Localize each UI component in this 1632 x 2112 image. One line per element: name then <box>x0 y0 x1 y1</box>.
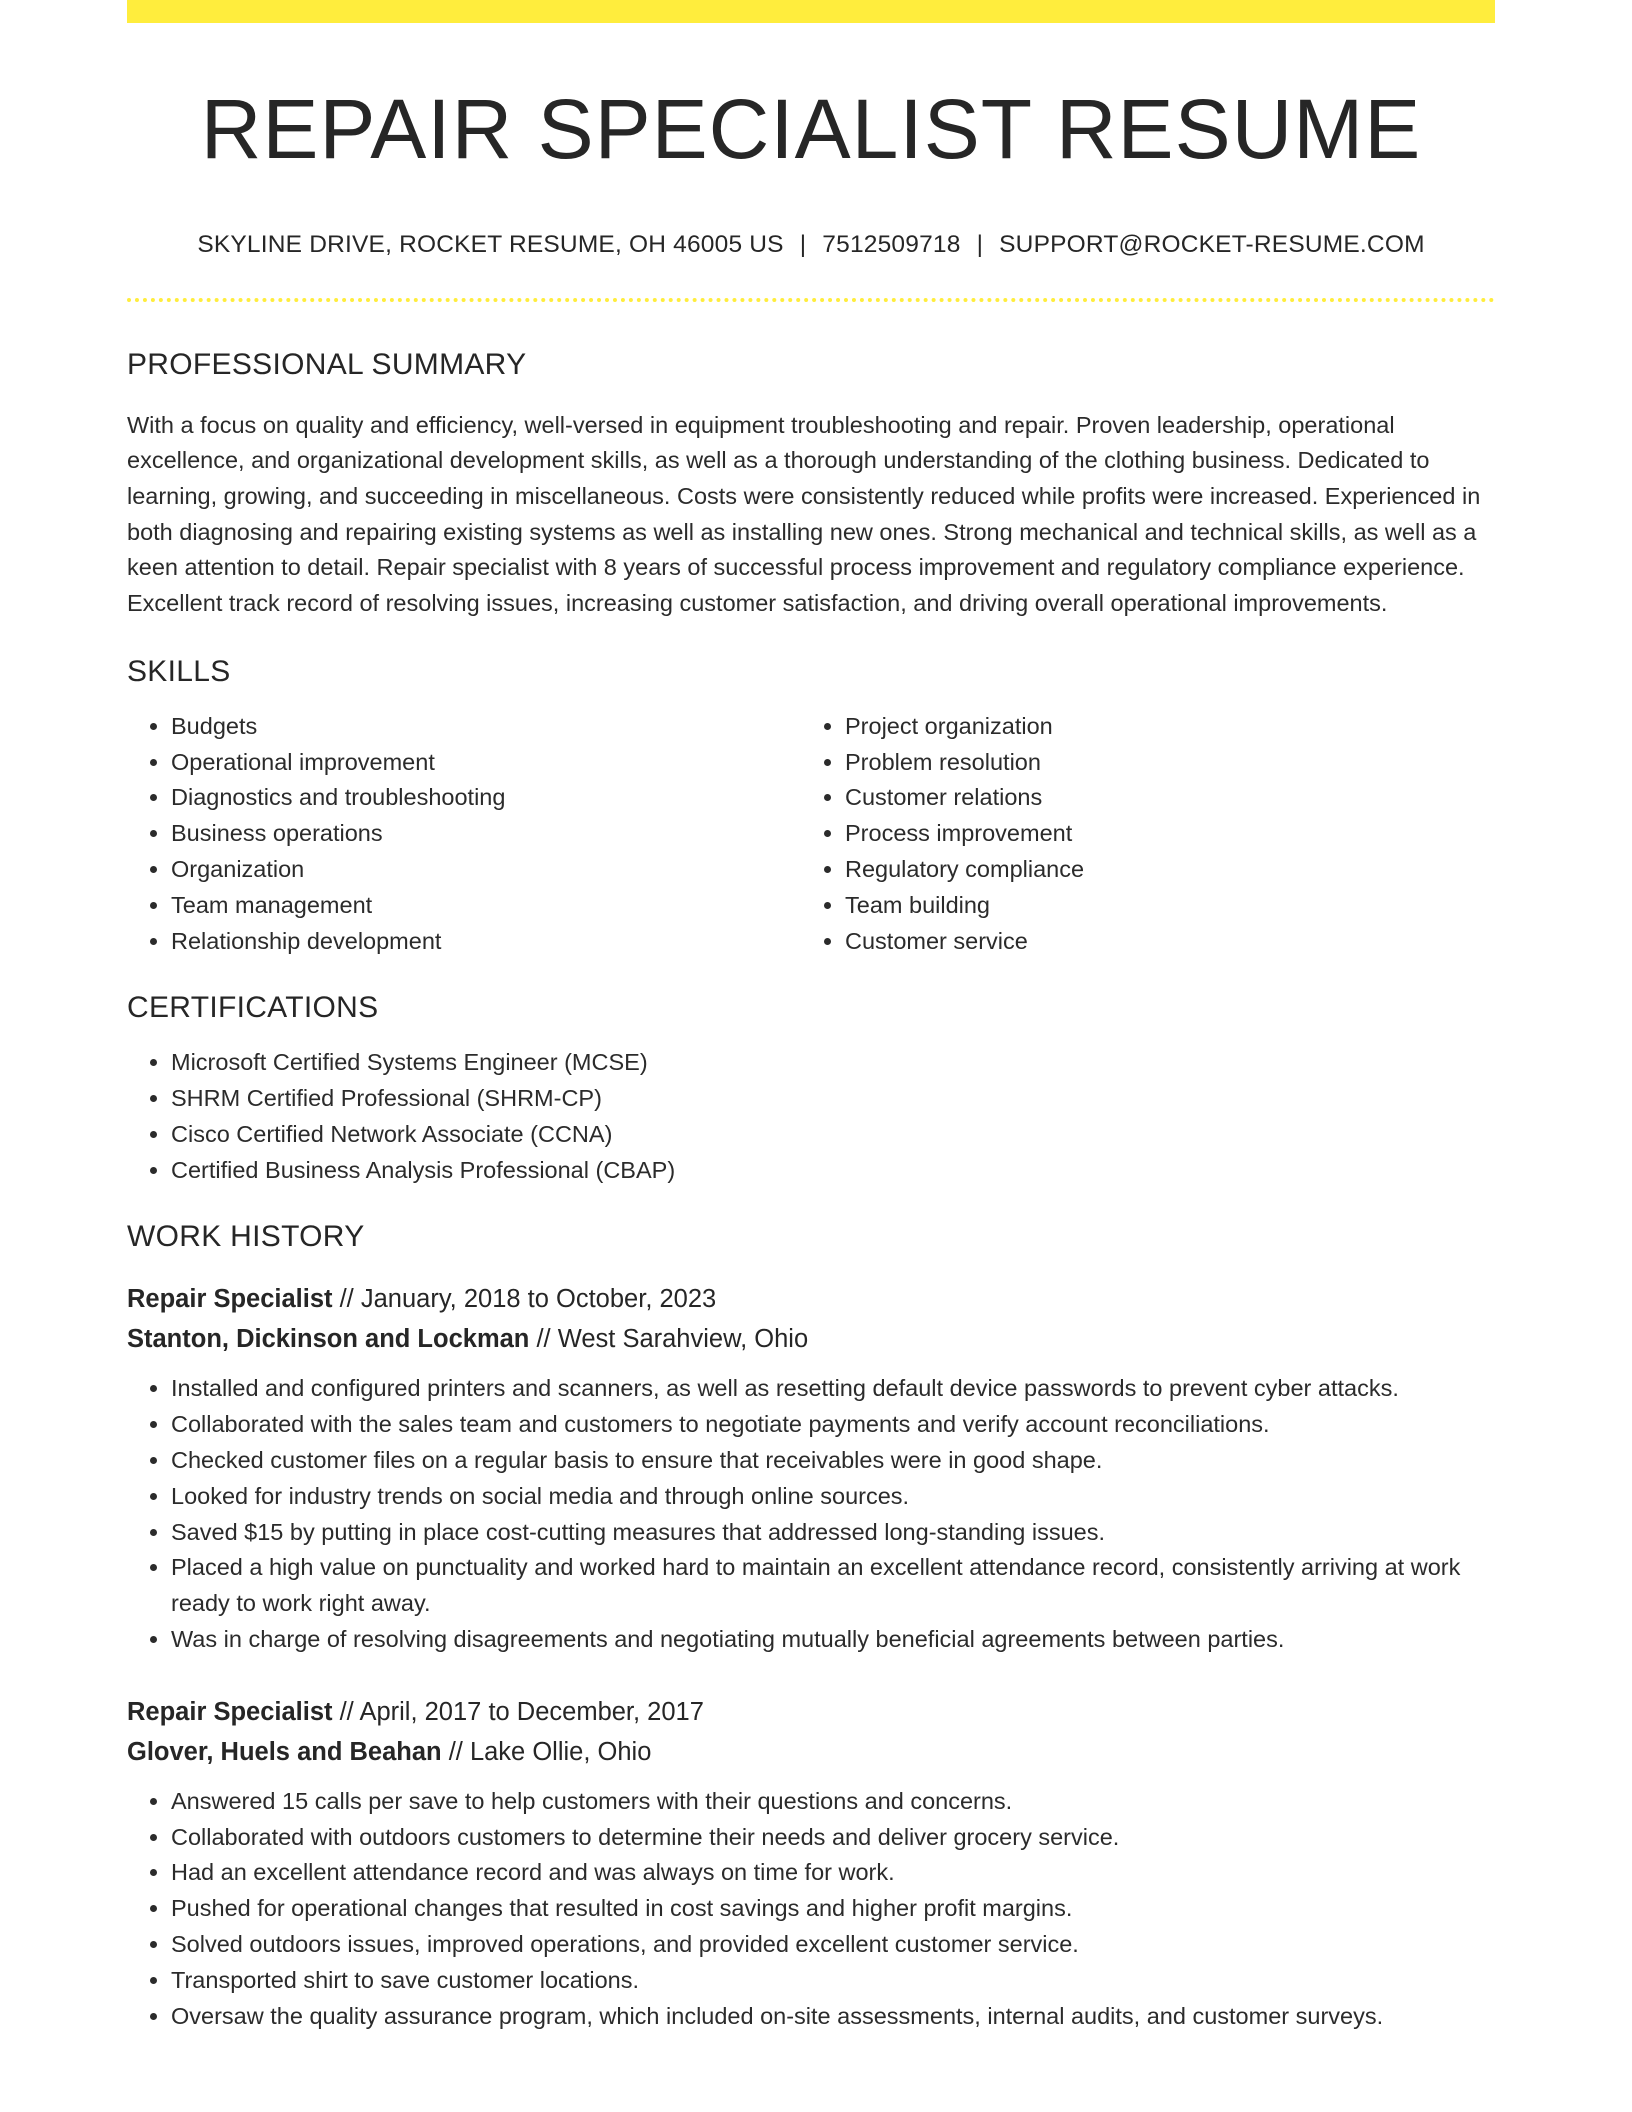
skills-list-left <box>127 709 801 960</box>
summary-heading: PROFESSIONAL SUMMARY <box>127 347 527 381</box>
job-role: Repair Specialist <box>127 1285 333 1314</box>
job-bullet: • Saved $15 by putting in place cost-cutting measures that addressed long-standing issues. <box>171 1515 1495 1551</box>
job-company-line <box>127 1319 1495 1359</box>
job-bullet: • Pushed for operational changes that resulted in cost savings and higher profit margins. <box>171 1891 1495 1927</box>
job-bullet: • Had an excellent attendance record and was always on time for work. <box>171 1855 1495 1891</box>
skills-list-right <box>801 709 1475 960</box>
job-entry <box>127 1279 1495 1657</box>
job-entry <box>127 1692 1495 2035</box>
skills-column-left <box>127 709 801 960</box>
certification-item: • Cisco Certified Network Associate (CCNA) <box>171 1117 1495 1153</box>
certification-item: • SHRM Certified Professional (SHRM-CP) <box>171 1081 1495 1117</box>
job-bullet: • Collaborated with outdoors customers to determine their needs and deliver grocery service. <box>171 1820 1495 1856</box>
job-bullet: • Was in charge of resolving disagreements and negotiating mutually beneficial agreements between parties. <box>171 1622 1495 1658</box>
certifications-heading: CERTIFICATIONS <box>127 991 379 1025</box>
skill-item: • Customer service <box>845 924 1475 960</box>
job-location: // Lake Ollie, Ohio <box>441 1737 652 1766</box>
resume-page <box>127 0 1495 2034</box>
job-role-line <box>127 1279 1495 1319</box>
skill-item: • Team building <box>845 888 1475 924</box>
skills-column-right <box>801 709 1475 960</box>
job-dates: // April, 2017 to December, 2017 <box>332 1697 704 1726</box>
work-history-heading: WORK HISTORY <box>127 1220 365 1254</box>
skill-item: • Process improvement <box>845 816 1475 852</box>
certification-item: • Microsoft Certified Systems Engineer (MCSE) <box>171 1045 1495 1081</box>
job-bullet: • Checked customer files on a regular basis to ensure that receivables were in good shape. <box>171 1443 1495 1479</box>
job-bullets <box>127 1371 1495 1657</box>
top-accent-bar <box>127 0 1495 23</box>
skill-item: • Budgets <box>171 709 801 745</box>
skill-item: • Diagnostics and troubleshooting <box>171 780 801 816</box>
skills-columns <box>127 709 1495 960</box>
summary-text: With a focus on quality and efficiency, well-versed in equipment troubleshooting and repair. Proven leadership, operational excellence, and organizational development skills, as well as a thorough understanding of the clothing business. Dedicated to learning, growing, and succeeding in miscellaneous. Costs were consistently reduced while profits were increased. Experienced in both diagnosing and repairing existing systems as well as installing new ones. Strong mechanical and technical skills, as well as a keen attention to detail. Repair specialist with 8 years of successful process improvement and regulatory compliance experience. Excellent track record of resolving issues, increasing customer satisfaction, and driving overall operational improvements. <box>127 411 1481 617</box>
job-bullet: • Solved outdoors issues, improved operations, and provided excellent customer service. <box>171 1927 1495 1963</box>
certifications-list <box>127 1045 1495 1188</box>
skill-item: • Business operations <box>171 816 801 852</box>
skill-item: • Relationship development <box>171 924 801 960</box>
skill-item: • Customer relations <box>845 780 1475 816</box>
job-bullet: • Transported shirt to save customer locations. <box>171 1963 1495 1999</box>
job-location: // West Sarahview, Ohio <box>529 1325 809 1354</box>
skill-item: • Operational improvement <box>171 745 801 781</box>
dotted-divider <box>127 298 1495 302</box>
certification-item: • Certified Business Analysis Professional (CBAP) <box>171 1153 1495 1189</box>
skill-item: • Problem resolution <box>845 745 1475 781</box>
job-role-line <box>127 1692 1495 1732</box>
contact-email: SUPPORT@ROCKET-RESUME.COM <box>999 231 1425 258</box>
job-bullet: • Placed a high value on punctuality and worked hard to maintain an excellent attendance record, consistently arriving at work ready to work right away. <box>171 1550 1495 1622</box>
job-bullet: • Answered 15 calls per save to help customers with their questions and concerns. <box>171 1784 1495 1820</box>
contact-separator: | <box>799 231 807 258</box>
skill-item: • Regulatory compliance <box>845 852 1475 888</box>
job-company: Stanton, Dickinson and Lockman <box>127 1325 530 1354</box>
job-role: Repair Specialist <box>127 1697 333 1726</box>
job-company: Glover, Huels and Beahan <box>127 1737 442 1766</box>
skill-item: • Project organization <box>845 709 1475 745</box>
skills-heading: SKILLS <box>127 654 231 688</box>
job-bullet: • Oversaw the quality assurance program, which included on-site assessments, internal audits, and customer surveys. <box>171 1999 1495 2035</box>
contact-phone: 7512509718 <box>822 231 961 258</box>
contact-address: SKYLINE DRIVE, ROCKET RESUME, OH 46005 US <box>197 231 784 258</box>
resume-title: REPAIR SPECIALIST RESUME <box>200 82 1422 176</box>
contact-line <box>127 233 1495 258</box>
skill-item: • Team management <box>171 888 801 924</box>
job-dates: // January, 2018 to October, 2023 <box>332 1285 717 1314</box>
job-bullet: • Looked for industry trends on social media and through online sources. <box>171 1479 1495 1515</box>
job-bullet: • Collaborated with the sales team and customers to negotiate payments and verify account reconciliations. <box>171 1407 1495 1443</box>
job-bullet: • Installed and configured printers and scanners, as well as resetting default device passwords to prevent cyber attacks. <box>171 1371 1495 1407</box>
job-bullets <box>127 1784 1495 2035</box>
contact-separator: | <box>976 231 984 258</box>
job-company-line <box>127 1732 1495 1772</box>
skill-item: • Organization <box>171 852 801 888</box>
